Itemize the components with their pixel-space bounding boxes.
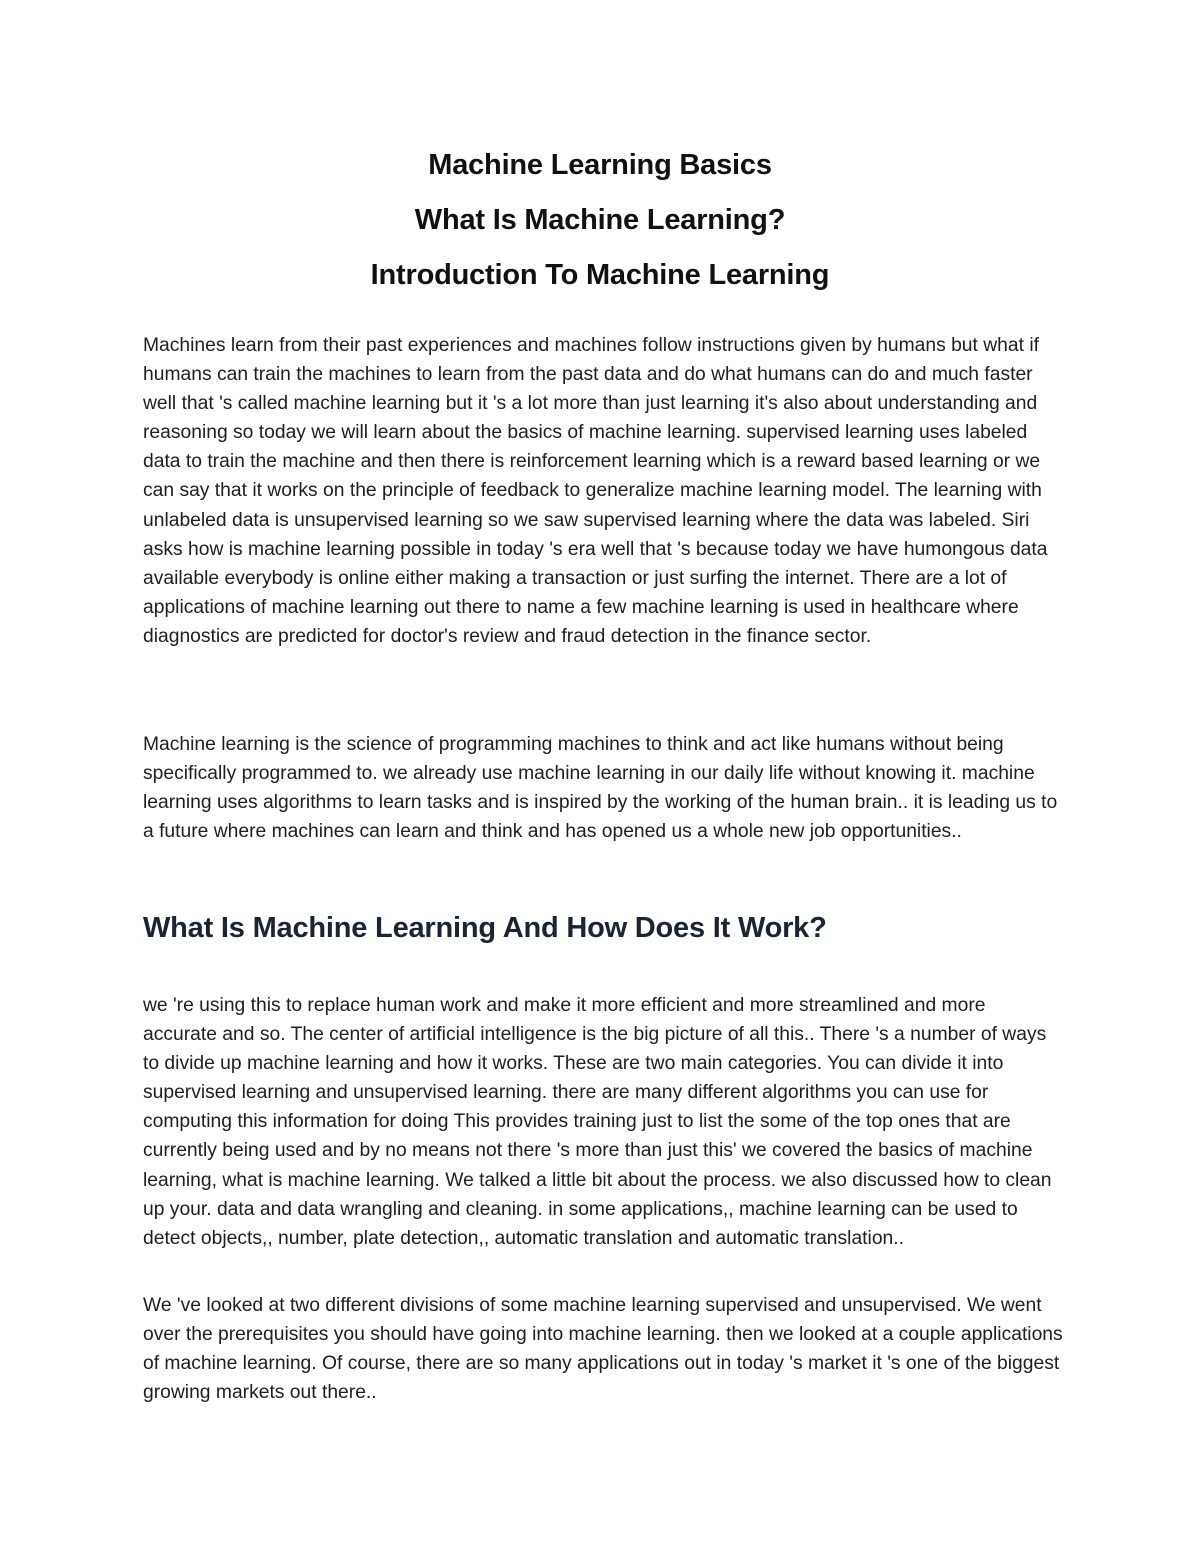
title-block — [0, 138, 1200, 303]
section-paragraph-2: We 've looked at two different divisions of some machine learning supervised and unsupervised. We went over the prerequisites you should have going into machine learning. then we looked at a couple applications of machine learning. Of course, there are so many applications out in today 's market it 's one of the biggest growing markets out there.. — [143, 1295, 1063, 1404]
document-intro-title: Introduction To Machine Learning — [370, 259, 830, 291]
science-paragraph: Machine learning is the science of programming machines to think and act like humans without being specifically programmed to. we already use machine learning in our daily life without knowing it. machine learning uses algorithms to learn tasks and is inspired by the working of the human brain.. it is leading us to a future where machines can learn and think and has opened us a whole new job opportunities.. — [143, 734, 1058, 843]
section-paragraph-1: we 're using this to replace human work and make it more efficient and more streamlined and more accurate and so. The center of artificial intelligence is the big picture of all this.. There 's a number of ways to divide up machine learning and how it works. These are two main categories. You can divide it into supervised learning and unsupervised learning. there are many different algorithms you can use for computing this information for doing This provides training just to list the some of the top ones that are currently being used and by no means not there 's more than just this' we covered the basics of machine learning, what is machine learning. We talked a little bit about the process. we also discussed how to clean up your. data and data wrangling and cleaning. in some applications,, machine learning can be used to detect objects,, number, plate detection,, automatic translation and automatic translation.. — [143, 995, 1052, 1249]
intro-paragraph: Machines learn from their past experiences and machines follow instructions given by humans but what if humans can train the machines to learn from the past data and do what humans can do and much faster well that 's called machine learning but it 's a lot more than just learning it's also about understanding and reasoning so today we will learn about the basics of machine learning. supervised learning uses labeled data to train the machine and then there is reinforcement learning which is a reward based learning or we can say that it works on the principle of feedback to generalize machine learning model. The learning with unlabeled data is unsupervised learning so we saw supervised learning where the data was labeled. Siri asks how is machine learning possible in today 's era well that 's because today we have humongous data available everybody is online either making a transaction or just surfing the internet. There are a lot of applications of machine learning out there to name a few machine learning is used in healthcare where diagnostics are predicted for doctor's review and fraud detection in the finance sector. — [143, 335, 1048, 647]
section-heading: What Is Machine Learning And How Does It Work? — [143, 912, 827, 944]
document-title: Machine Learning Basics — [428, 149, 772, 181]
document-subtitle: What Is Machine Learning? — [414, 204, 786, 236]
